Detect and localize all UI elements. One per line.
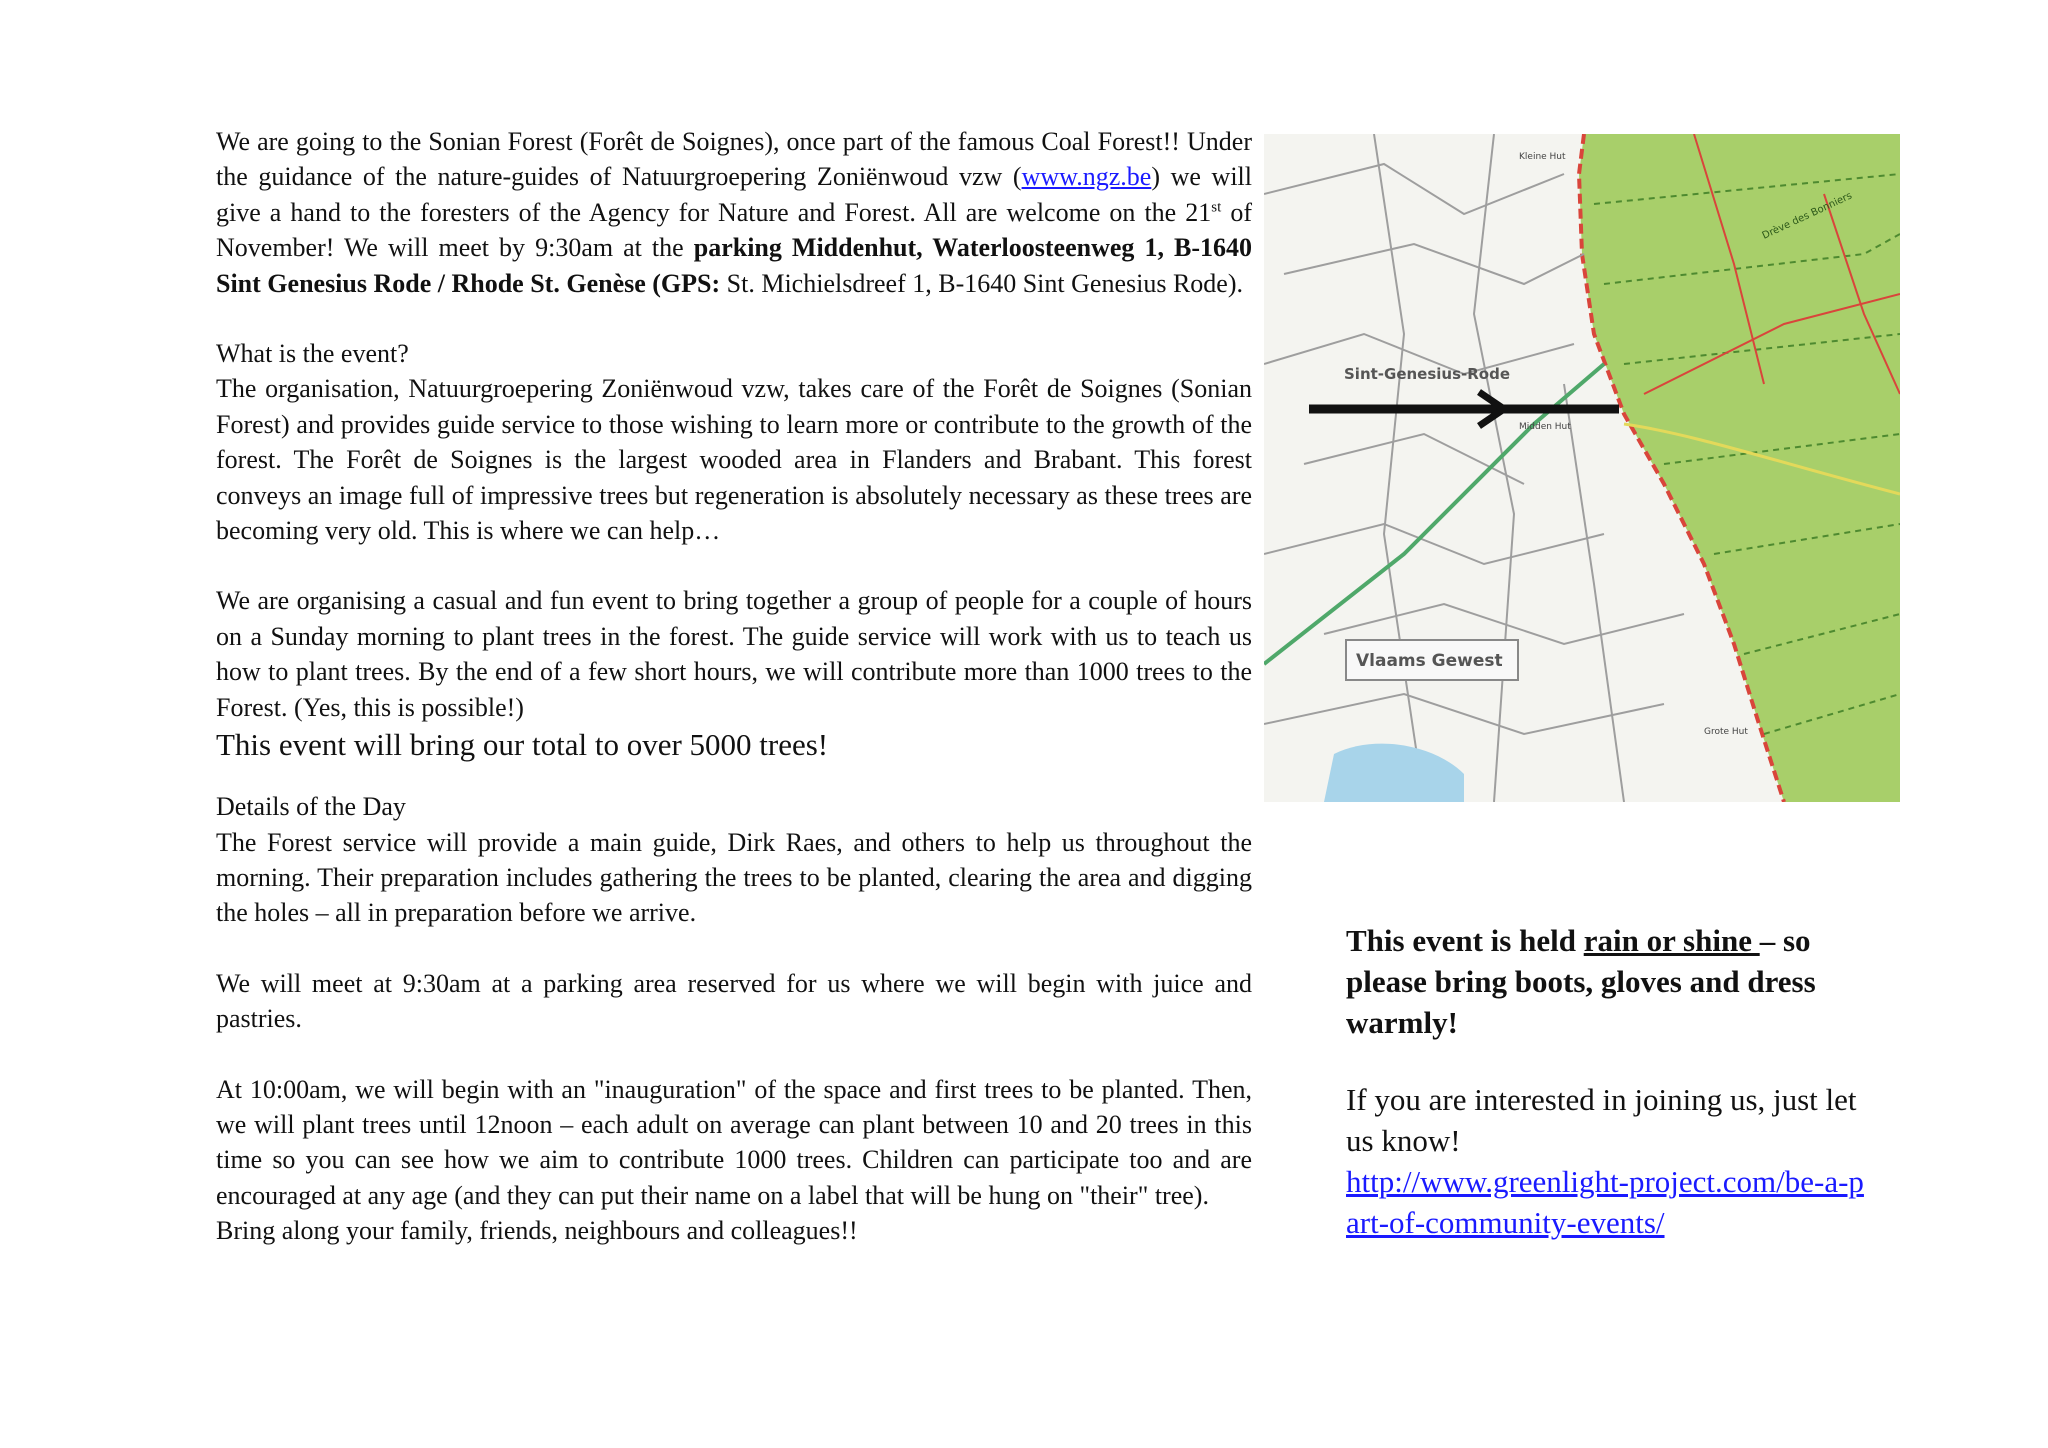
details-heading: Details of the Day [216,792,406,822]
intro-text: We are going to the Sonian Forest (Forêt de Soignes), once part of the famous Coal Forest!! Under the guidance of the nature-guides of Natuurgroepering Zoniënwoud vzw ( [216,127,1252,192]
meet-time: 9:30am [402,968,481,998]
map-label-grote-hut: Grote Hut [1704,727,1748,737]
meet-paragraph [216,966,1252,1037]
map-label-kleine-hut: Kleine Hut [1519,152,1566,162]
rain-or-shine: rain or shine [1583,923,1760,958]
weather-note [1346,920,1866,1043]
info-box [1346,920,1866,1243]
schedule-text: , we will begin with an "inauguration" of the space and first trees to be planted. Then, we will plant trees until 12noon – each adult on average can plant between 10 and 20 trees in this time so you can see how we aim to contribute 1000 trees. Children can participate too and are encouraged at any age (and they can put their name on a label that will be hung on "their" tree). [216,1074,1253,1210]
details-paragraph: The Forest service will provide a main guide, Dirk Raes, and others to help us throughout the morning. Their preparation includes gathering the trees to be planted, clearing the area and digging the holes – all in preparation before we arrive. [216,827,1252,928]
meeting-address: parking Middenhut, Waterloosteenweg 1, B-1640 Sint Genesius Rode / Rhode St. Genèse (GPS: [216,233,1252,298]
weather-text: – so please bring boots, gloves and dress warmly! [1346,923,1816,1040]
forest-map [1264,134,1900,802]
join-note: If you are interested in joining us, just let us know! [1346,1082,1857,1158]
schedule-paragraph [216,1072,1252,1214]
map-label-dreve: Drève des Bonniers [1760,190,1854,242]
meet-text: We will meet at [216,968,403,998]
map-label-town: Sint-Genesius-Rode [1344,365,1511,383]
intro-paragraph [216,124,1252,301]
what-paragraph: The organisation, Natuurgroepering Zoniënwoud vzw, takes care of the Forêt de Soignes (Sonian Forest) and provides guide service to those wishing to learn more or contribute to the growth of the forest. The Forêt de Soignes is the largest wooded area in Flanders and Brabant. This forest conveys an image full of impressive trees but regeneration is absolutely necessary as these trees are becoming very old. This is where we can help… [216,374,1252,546]
intro-text: of November! We will meet by 9:30am at the [216,197,1252,263]
map-label-middenhut: Midden Hut [1519,422,1571,432]
weather-text: This event is held [1346,923,1584,958]
gps-address: St. Michielsdreef 1, B-1640 Sint Genesius Rode). [720,268,1243,298]
main-text-column [216,124,1252,1249]
date-suffix: st [1211,199,1222,216]
map-label-region: Vlaams Gewest [1356,651,1503,671]
schedule-text: At [216,1074,250,1104]
schedule-time: 10:00am [249,1074,341,1104]
event-paragraph: We are organising a casual and fun event to bring together a group of people for a couple of hours on a Sunday morning to plant trees in the forest. The guide service will work with us to teach us how to plant trees. By the end of a few short hours, we will contribute more than 1000 trees to the Forest. (Yes, this is possible!) [216,586,1252,722]
meet-text: at a parking area reserved for us where we will begin with juice and pastries. [216,968,1252,1034]
ngz-link[interactable]: www.ngz.be [1021,162,1152,192]
greenlight-link[interactable]: http://www.greenlight-project.com/be-a-part-of-community-events/ [1346,1164,1864,1240]
what-heading: What is the event? [216,339,409,369]
intro-text: ) we will give a hand to the foresters of the Agency for Nature and Forest. All are welcome on the 21 [216,162,1253,227]
bring-paragraph: Bring along your family, friends, neighbours and colleagues!! [216,1216,858,1246]
total-trees-heading: This event will bring our total to over 5000 trees! [216,727,829,763]
